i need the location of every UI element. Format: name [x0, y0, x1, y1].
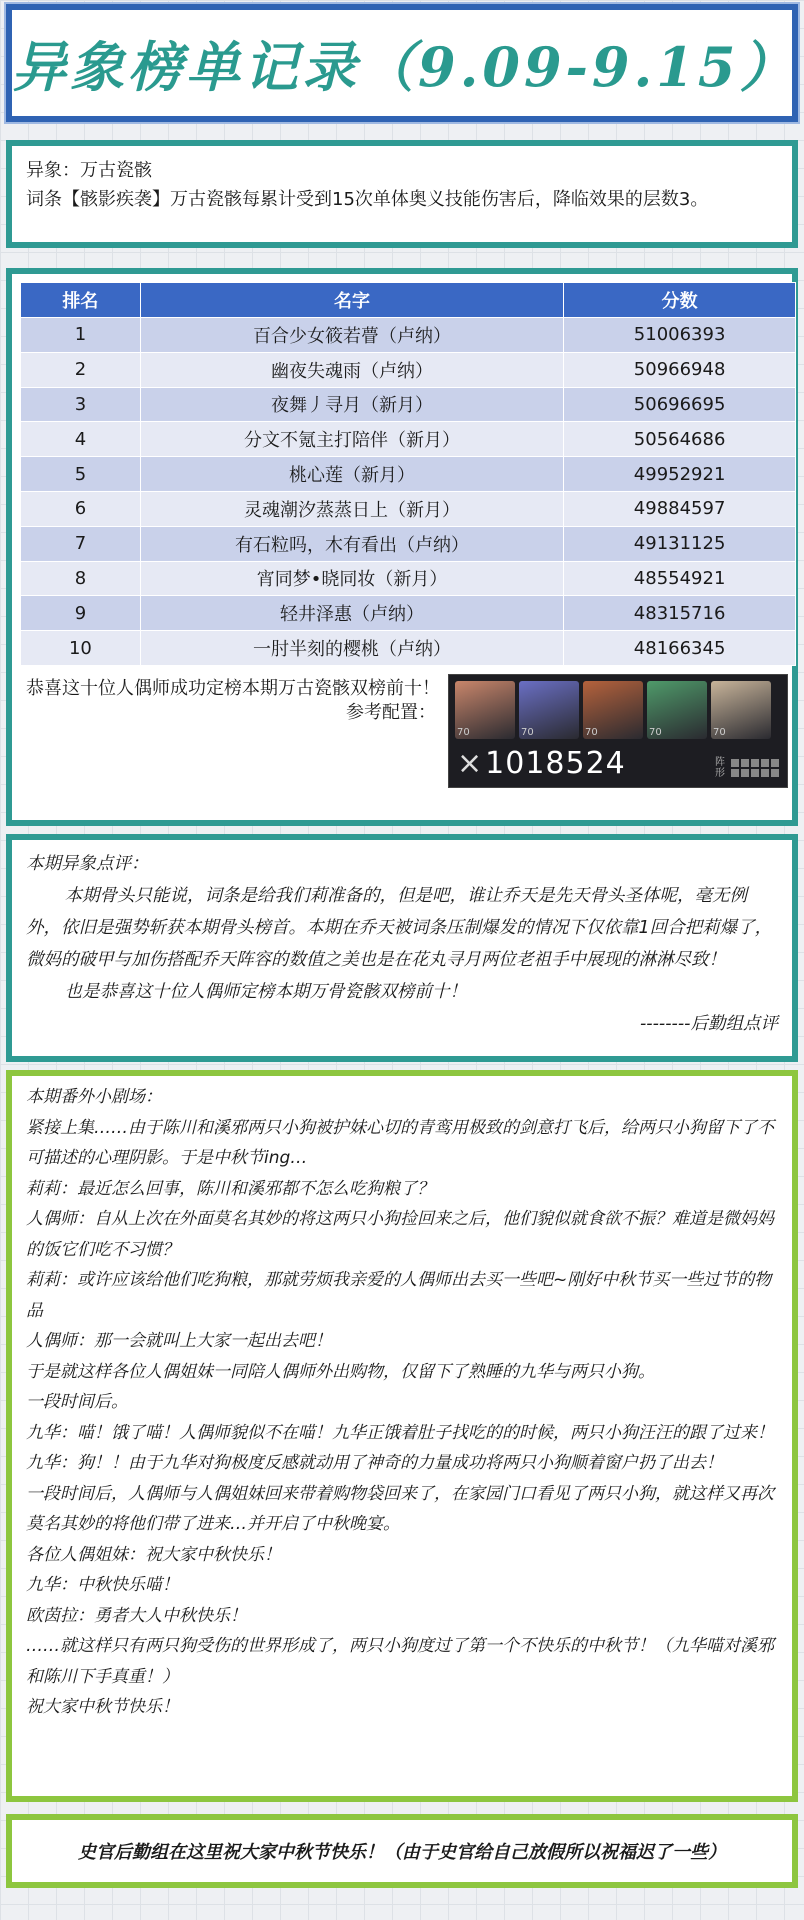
header-rank: 排名 — [21, 283, 141, 318]
rank-cell: 5 — [21, 457, 141, 492]
name-cell: 灵魂潮汐蒸蒸日上（新月） — [140, 491, 563, 526]
rank-cell: 6 — [21, 491, 141, 526]
story-line: 欧茵拉：勇者大人中秋快乐！ — [26, 1605, 247, 1626]
header-score: 分数 — [564, 283, 796, 318]
rank-cell: 4 — [21, 422, 141, 457]
ranking-panel — [6, 268, 798, 826]
rank-cell: 10 — [21, 631, 141, 666]
character-portrait — [519, 681, 579, 739]
story-line: 祝大家中秋节快乐！ — [26, 1697, 179, 1717]
ranking-table — [20, 282, 796, 666]
character-portrait — [455, 681, 515, 739]
story-line: 人偶师：那一会就叫上大家一起出去吧！ — [26, 1331, 332, 1351]
footer-panel — [6, 1814, 798, 1888]
score-cell: 50696695 — [564, 387, 796, 422]
anomaly-info-panel — [6, 140, 798, 248]
story-line: 紧接上集……由于陈川和溪邪两只小狗被护妹心切的青鸾用极致的剑意打飞后，给两只小狗留下了不可描述的心理阴影。于是中秋节ing… — [26, 1117, 774, 1168]
name-cell: 夜舞丿寻月（新月） — [140, 387, 563, 422]
score-cell: 51006393 — [564, 318, 796, 353]
name-cell: 百合少女筱若瞢（卢纳） — [140, 318, 563, 353]
rank-cell: 8 — [21, 561, 141, 596]
comment-heading: 本期异象点评： — [26, 854, 149, 874]
name-cell: 有石粒吗，木有看出（卢纳） — [140, 526, 563, 561]
rank-cell: 9 — [21, 596, 141, 631]
comment-signature: --------后勤组点评 — [639, 1014, 778, 1034]
story-line: 莉莉：或许应该给他们吃狗粮，那就劳烦我亲爱的人偶师出去买一些吧~刚好中秋节买一些过节的物品 — [26, 1270, 772, 1321]
table-row — [21, 457, 796, 492]
comment-paragraph-1: 本期骨头只能说，词条是给我们莉准备的，但是吧，谁让乔天是先天骨头圣体呢，毫无例外，依旧是强势斩获本期骨头榜首。本期在乔天被词条压制爆发的情况下仅依靠1回合把莉爆了，微妈的破甲与加伤搭配乔天阵容的数值之美也是在花丸寻月两位老祖手中展现的淋淋尽致！ — [26, 886, 773, 970]
story-line: 人偶师：自从上次在外面莫名其妙的将这两只小狗捡回来之后，他们貌似就食欲不振？难道是微妈妈的饭它们吃不习惯？ — [26, 1209, 774, 1260]
name-cell: 轻井泽惠（卢纳） — [140, 596, 563, 631]
name-cell: 幽夜失魂雨（卢纳） — [140, 352, 563, 387]
score-cell: 48166345 — [564, 631, 796, 666]
name-cell: 桃心莲（新月） — [140, 457, 563, 492]
comment-panel — [6, 834, 798, 1062]
table-row — [21, 387, 796, 422]
footer-text: 史官后勤组在这里祝大家中秋节快乐！（由于史官给自己放假所以祝福迟了一些） — [78, 1842, 726, 1863]
rank-cell: 3 — [21, 387, 141, 422]
story-panel — [6, 1070, 798, 1802]
anomaly-entry: 词条【骸影疾袭】万古瓷骸每累计受到15次单体奥义技能伤害后，降临效果的层数3。 — [26, 189, 709, 210]
team-score — [457, 746, 626, 781]
name-cell: 宵同梦•晓同妆（新月） — [140, 561, 563, 596]
congrats-text: 恭喜这十位人偶师成功定榜本期万古瓷骸双榜前十！ — [26, 677, 440, 699]
story-line: ……就这样只有两只狗受伤的世界形成了，两只小狗度过了第一个不快乐的中秋节！（九华喵对溪邪和陈川下手真重！） — [26, 1636, 774, 1687]
character-portrait — [647, 681, 707, 739]
table-row — [21, 561, 796, 596]
anomaly-name: 异象：万古瓷骸 — [26, 160, 152, 181]
score-cell: 49952921 — [564, 457, 796, 492]
story-line: 莉莉：最近怎么回事，陈川和溪邪都不怎么吃狗粮了？ — [26, 1178, 434, 1199]
table-row — [21, 491, 796, 526]
score-cell: 50966948 — [564, 352, 796, 387]
character-portrait — [583, 681, 643, 739]
score-cell: 49884597 — [564, 491, 796, 526]
table-header-row — [21, 283, 796, 318]
portrait-level: 70 — [521, 727, 534, 738]
score-cell: 49131125 — [564, 526, 796, 561]
title-banner — [6, 4, 798, 122]
page-title: 异象榜单记录（9.09-9.15） — [12, 34, 798, 99]
formation-indicator — [715, 757, 779, 779]
story-line: 九华：中秋快乐喵！ — [26, 1575, 179, 1595]
rank-cell: 2 — [21, 352, 141, 387]
story-line: 九华：狗！！由于九华对狗极度反感就动用了神奇的力量成功将两只小狗顺着窗户扔了出去！ — [26, 1453, 723, 1473]
formation-label: 阵形 — [715, 757, 725, 779]
story-line: 一段时间后，人偶师与人偶姐妹回来带着购物袋回来了，在家园门口看见了两只小狗，就这样又再次莫名其妙的将他们带了进来…并开启了中秋晚宴。 — [26, 1483, 774, 1534]
score-cell: 48315716 — [564, 596, 796, 631]
portrait-level: 70 — [713, 727, 726, 738]
rank-cell: 1 — [21, 318, 141, 353]
story-line: 各位人偶姐妹：祝大家中秋快乐！ — [26, 1544, 281, 1565]
table-row — [21, 526, 796, 561]
portrait-level: 70 — [457, 727, 470, 738]
formation-grid-icon — [731, 759, 779, 777]
story-line: 一段时间后。 — [26, 1392, 128, 1412]
reference-label: 参考配置： — [346, 702, 436, 723]
table-row — [21, 631, 796, 666]
story-line: 于是就这样各位人偶姐妹一同陪人偶师外出购物，仅留下了熟睡的九华与两只小狗。 — [26, 1361, 655, 1382]
story-heading: 本期番外小剧场： — [26, 1087, 162, 1107]
table-row — [21, 422, 796, 457]
name-cell: 分文不氪主打陪伴（新月） — [140, 422, 563, 457]
team-score-value: 1018524 — [485, 746, 626, 781]
score-cell: 50564686 — [564, 422, 796, 457]
rank-cell: 7 — [21, 526, 141, 561]
score-cell: 48554921 — [564, 561, 796, 596]
table-row — [21, 318, 796, 353]
story-line: 九华：喵！饿了喵！人偶师貌似不在喵！九华正饿着肚子找吃的的时候，两只小狗汪汪的跟了过来！ — [26, 1422, 774, 1443]
team-screenshot — [448, 674, 788, 788]
portrait-level: 70 — [585, 727, 598, 738]
name-cell: 一肘半刻的樱桃（卢纳） — [140, 631, 563, 666]
portrait-level: 70 — [649, 727, 662, 738]
comment-paragraph-2: 也是恭喜这十位人偶师定榜本期万骨瓷骸双榜前十！ — [64, 982, 467, 1002]
character-portrait — [711, 681, 771, 739]
portrait-row — [449, 675, 787, 739]
header-name: 名字 — [140, 283, 563, 318]
table-row — [21, 596, 796, 631]
table-row — [21, 352, 796, 387]
multiply-icon: × — [457, 746, 484, 781]
